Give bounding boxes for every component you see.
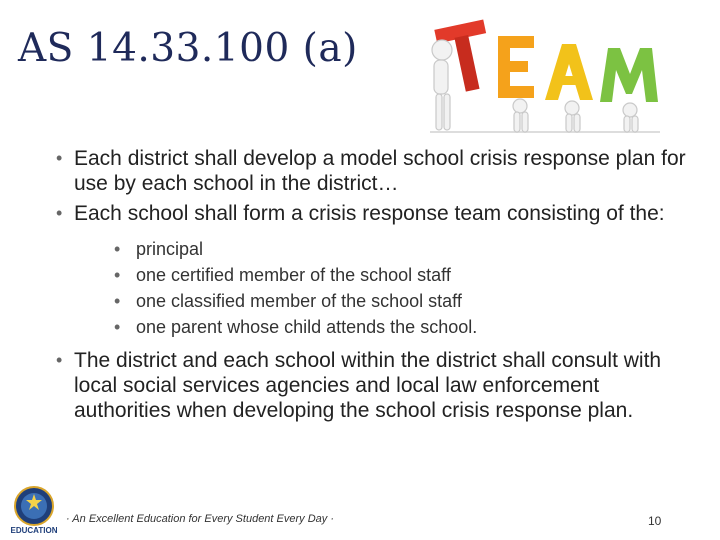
team-letter-m xyxy=(600,48,658,102)
team-figures-illustration xyxy=(420,14,665,144)
bullet-marker: • xyxy=(56,203,63,223)
education-department-logo xyxy=(4,484,64,536)
svg-text:EDUCATION: EDUCATION xyxy=(10,526,58,535)
bullet-marker: • xyxy=(114,265,121,285)
bullet-marker: • xyxy=(114,239,121,259)
sub-bullet-list xyxy=(114,236,686,340)
sub-bullet-text: one classified member of the school staff xyxy=(136,291,462,311)
sub-bullet-item xyxy=(114,236,686,262)
sub-bullet-item xyxy=(114,288,686,314)
bullet-item xyxy=(56,348,686,423)
bullet-marker: • xyxy=(114,291,121,311)
bullet-marker: • xyxy=(56,350,63,370)
sub-bullet-text: one parent whose child attends the school. xyxy=(136,317,478,337)
bullet-text: The district and each school within the district shall consult with local social services agencies and local law enforcement authorities when developing the school crisis response plan. xyxy=(74,349,662,422)
sub-bullet-item xyxy=(114,262,686,288)
bullet-marker: • xyxy=(56,148,63,168)
sub-bullet-text: one certified member of the school staff xyxy=(136,265,451,285)
bullet-marker: • xyxy=(114,317,121,337)
slide-body xyxy=(56,146,686,428)
footer-tagline: · An Excellent Education for Every Student Every Day · xyxy=(66,513,334,525)
slide-title: AS 14.33.100 (a) xyxy=(18,26,358,71)
team-letter-e xyxy=(498,36,534,98)
bullet-text: Each district shall develop a model school crisis response plan for use by each school in the district… xyxy=(74,147,686,195)
sub-bullet-text: principal xyxy=(136,239,204,259)
team-letter-a xyxy=(545,44,593,100)
bullet-text: Each school shall form a crisis response team consisting of the: xyxy=(74,202,665,225)
bullet-item xyxy=(56,146,686,196)
sub-bullet-item xyxy=(114,314,686,340)
page-number: 10 xyxy=(648,514,662,528)
bullet-item xyxy=(56,201,686,226)
